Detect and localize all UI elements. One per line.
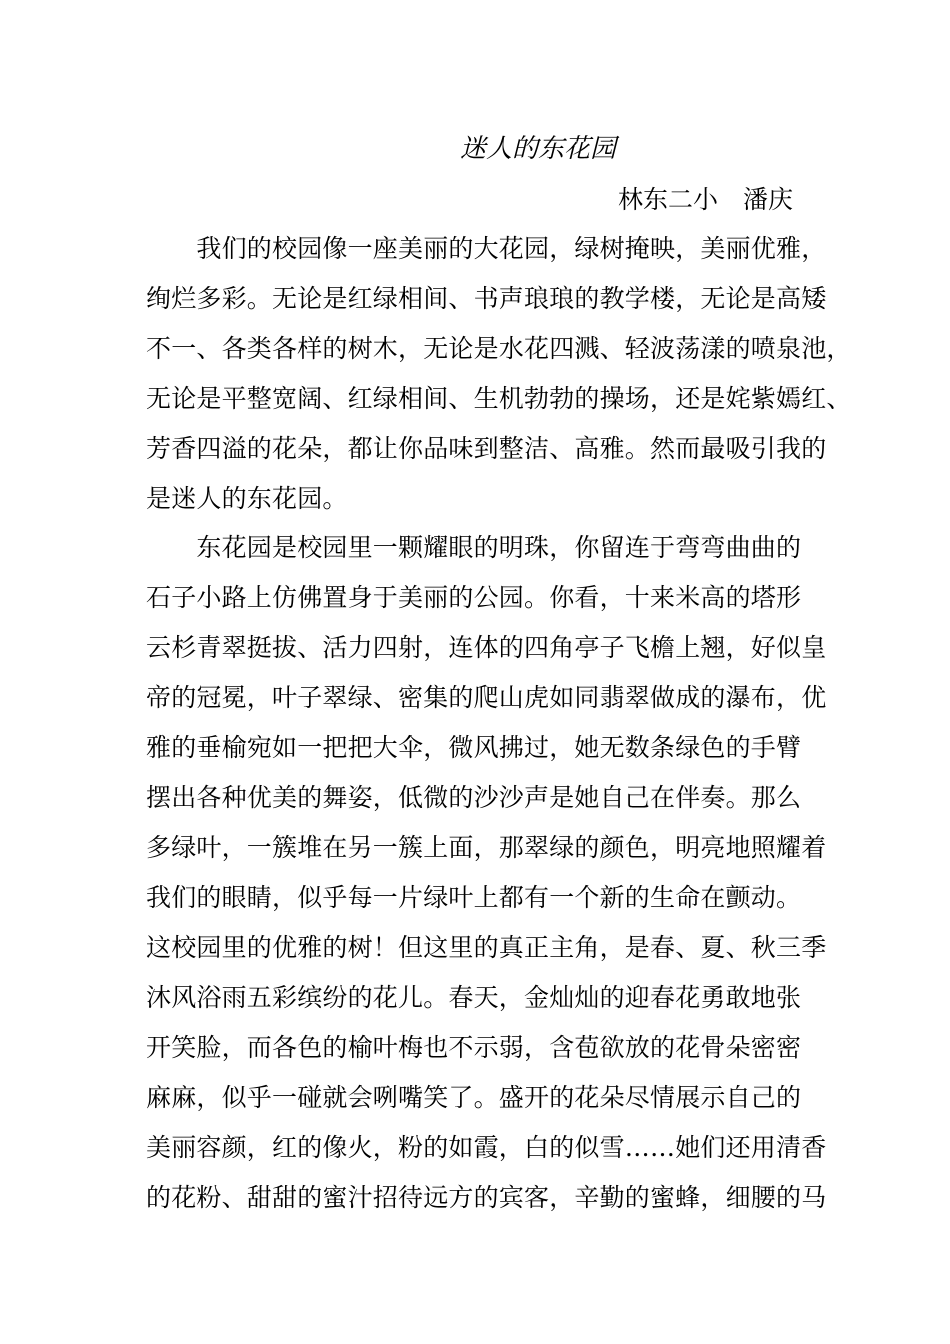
text-line: 这校园里的优雅的树！但这里的真正主角，是春、夏、秋三季 bbox=[146, 933, 827, 962]
text-line: 麻麻，似乎一碰就会咧嘴笑了。盛开的花朵尽情展示自己的 bbox=[146, 1083, 802, 1112]
text-line: 开笑脸，而各色的榆叶梅也不示弱，含苞欲放的花骨朵密密 bbox=[146, 1033, 802, 1062]
text-line: 是迷人的东花园。 bbox=[146, 484, 348, 513]
text-line: 帝的冠冕，叶子翠绿、密集的爬山虎如同翡翠做成的瀑布，优 bbox=[146, 683, 827, 712]
text-line: 沐风浴雨五彩缤纷的花儿。春天，金灿灿的迎春花勇敢地张 bbox=[146, 983, 802, 1012]
text-line: 东花园是校园里一颗耀眼的明珠，你留连于弯弯曲曲的 bbox=[146, 533, 802, 562]
text-line: 我们的眼睛，似乎每一片绿叶上都有一个新的生命在颤动。 bbox=[146, 883, 802, 912]
text-line: 芳香四溢的花朵，都让你品味到整洁、高雅。然而最吸引我的 bbox=[146, 434, 827, 463]
document-title: 迷人的东花园 bbox=[460, 134, 617, 164]
text-line: 美丽容颜，红的像火，粉的如霞，白的似雪……她们还用清香 bbox=[146, 1133, 827, 1162]
text-line: 云杉青翠挺拔、活力四射，连体的四角亭子飞檐上翘，好似皇 bbox=[146, 633, 827, 662]
text-line: 绚烂多彩。无论是红绿相间、书声琅琅的教学楼，无论是高矮 bbox=[146, 284, 827, 313]
author-byline: 林东二小 潘庆 bbox=[618, 185, 794, 214]
text-line: 石子小路上仿佛置身于美丽的公园。你看，十来米高的塔形 bbox=[146, 583, 802, 612]
text-line: 雅的垂榆宛如一把把大伞，微风拂过，她无数条绿色的手臂 bbox=[146, 733, 802, 762]
text-line: 摆出各种优美的舞姿，低微的沙沙声是她自己在伴奏。那么 bbox=[146, 783, 802, 812]
text-line: 不一、各类各样的树木，无论是水花四溅、轻波荡漾的喷泉池， bbox=[146, 334, 852, 363]
text-line: 多绿叶，一簇堆在另一簇上面，那翠绿的颜色，明亮地照耀着 bbox=[146, 833, 827, 862]
text-line: 的花粉、甜甜的蜜汁招待远方的宾客，辛勤的蜜蜂，细腰的马 bbox=[146, 1183, 827, 1212]
text-line: 我们的校园像一座美丽的大花园，绿树掩映，美丽优雅， bbox=[146, 234, 827, 263]
text-line: 无论是平整宽阔、红绿相间、生机勃勃的操场，还是姹紫嫣红、 bbox=[146, 384, 852, 413]
